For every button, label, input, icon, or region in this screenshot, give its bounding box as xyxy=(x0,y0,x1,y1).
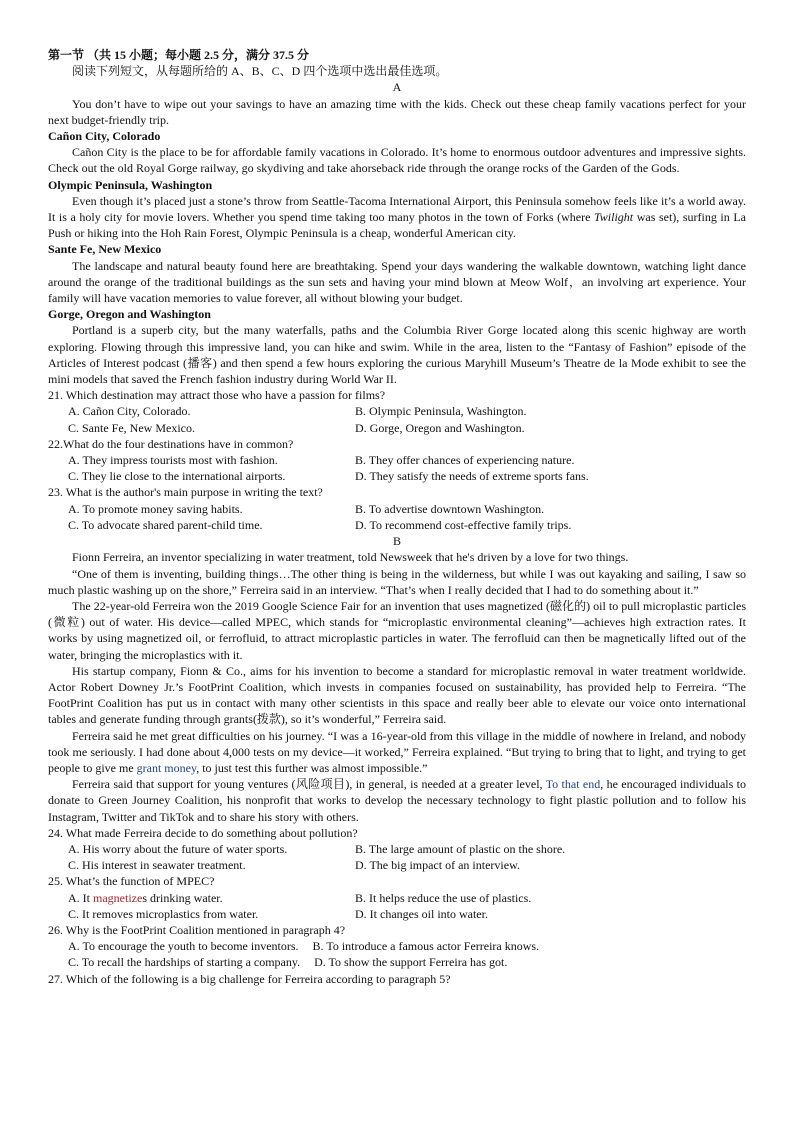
question-stem: 26. Why is the FootPrint Coalition mentioned in paragraph 4? xyxy=(48,922,346,937)
destination-text: The landscape and natural beauty found here are breathtaking. Spend your days wandering the walkable downtown, watching light dance around the orange of the traditional buildings as the sun sets and having your mind blown at Meow Wolf，an involving art experience. Your family will have vacation memories to value forever, all without blowing your budget. xyxy=(48,258,746,306)
option: A. They impress tourists most with fashion. xyxy=(68,453,278,468)
destination-heading: Cañon City, Colorado xyxy=(48,129,161,144)
destination-text xyxy=(48,193,746,242)
option: C. To advocate shared parent-child time. xyxy=(68,517,263,532)
passage-a-label: A xyxy=(392,80,402,95)
question-options xyxy=(48,501,746,533)
text-run: Even though it’s placed just a stone’s throw from Seattle-Tacoma International Airport, this Peninsula somehow feels like it’s a world away. It is a holy city for movie lovers. Whether you spend time taking too many photos in the town of Forks (where xyxy=(48,193,746,225)
text-run: s drinking water. xyxy=(142,890,223,905)
destination-text: Portland is a superb city, but the many waterfalls, paths and the Columbia River Gorge located along this scenic highway are worth exploring. Flowing through this impressive land, you can hike and swim. While in the area, listen to the “Fantasy of Fashion” episode of the Articles of Interest podcast (播客) and then spend a few hours exploring the curious Maryhill Museum’s Theatre de la Mode exhibit to see the mini models that saved the French fashion industry during World War II. xyxy=(48,323,746,387)
option: C. They lie close to the international airports. xyxy=(68,469,286,484)
question-options xyxy=(48,890,746,922)
option: B. It helps reduce the use of plastics. xyxy=(355,890,532,905)
exam-page xyxy=(48,47,746,987)
option: C. It removes microplastics from water. xyxy=(68,906,259,921)
text-run: , he encouraged individuals to donate to Green Journey Coalition, his nonprofit that works to develop the necessary technology to fight plastic pollution and to follow his Instagram, Twitter and TikTok and to share his story with others. xyxy=(48,777,747,824)
question-stem: 23. What is the author's main purpose in writing the text? xyxy=(48,485,323,500)
question-stem: 25. What’s the function of MPEC? xyxy=(48,874,215,889)
passage-b-paragraph: The 22-year-old Ferreira won the 2019 Google Science Fair for an invention that uses magnetized (磁化的) oil to pull microplastic particles (微粒) out of water. His device—called MPEC, which stands for “microplastic environmental cleaning”—achieves high extraction rates. It works by using magnetized oil, or ferrofluid, to attract microplastic particles in water. The ferrofluid can then be magnetically lifted out of the water, bringing the microplastics with it. xyxy=(48,598,746,662)
option: D. The big impact of an interview. xyxy=(355,858,520,873)
question-stem: 27. Which of the following is a big challenge for Ferreira according to paragraph 5? xyxy=(48,971,451,986)
option: A. To encourage the youth to become inventors. xyxy=(68,939,299,954)
option xyxy=(68,890,355,906)
option: D. They satisfy the needs of extreme sports fans. xyxy=(355,469,589,484)
destination-heading: Sante Fe, New Mexico xyxy=(48,242,162,257)
text-run: was set), surfing in La Push or hiking into the Hoh Rain Forest, Olympic Peninsula is a cheap, wonderful American city. xyxy=(48,210,746,241)
passage-a-intro: You don’t have to wipe out your savings to have an amazing time with the kids. Check out these cheap family vacations perfect for your next budget-friendly trip. xyxy=(48,96,746,127)
text-run: Ferreira said that support for young ventures (风险项目), in general, is needed at a greater level, xyxy=(72,777,546,792)
passage-b-paragraph: “One of them is inventing, building things…The other thing is being in the wilderness, but while I was out kayaking and sailing, I saw so much plastic washing up on the shore,” Ferreira said in an interview. “That’s when I really decided that I had to do something about it.” xyxy=(48,566,746,597)
option: A. His worry about the future of water sports. xyxy=(68,841,288,856)
option: D. To recommend cost-effective family trips. xyxy=(355,517,572,532)
option: C. Sante Fe, New Mexico. xyxy=(68,420,195,435)
highlighted-text: grant money xyxy=(136,760,197,775)
question-stem: 24. What made Ferreira decide to do something about pollution? xyxy=(48,825,358,840)
option: C. To recall the hardships of starting a company. xyxy=(68,955,301,970)
option: C. His interest in seawater treatment. xyxy=(68,858,246,873)
option: A. Cañon City, Colorado. xyxy=(68,404,191,419)
option: B. To advertise downtown Washington. xyxy=(355,501,545,516)
option: D. To show the support Ferreira has got. xyxy=(314,955,508,970)
text-run: , to just test this further was almost impossible.” xyxy=(196,760,428,775)
destination-heading: Gorge, Oregon and Washington xyxy=(48,307,211,322)
option: D. Gorge, Oregon and Washington. xyxy=(355,420,525,435)
passage-b-label: B xyxy=(392,534,401,549)
question-options xyxy=(48,452,746,484)
section-instruction: 阅读下列短文，从每题所给的 A、B、C、D 四个选项中选出最佳选项。 xyxy=(72,64,448,79)
italic-title: Twilight xyxy=(594,210,634,225)
option: A. To promote money saving habits. xyxy=(68,501,243,516)
option: B. They offer chances of experiencing nature. xyxy=(355,453,575,468)
option: D. It changes oil into water. xyxy=(355,906,488,921)
destination-heading: Olympic Peninsula, Washington xyxy=(48,177,213,192)
passage-b-paragraph xyxy=(48,776,746,825)
passage-b-paragraph: Fionn Ferreira, an inventor specializing in water treatment, told Newsweek that he's driven by a love for two things. xyxy=(72,550,629,565)
question-options xyxy=(48,841,746,873)
section-heading: 第一节 （共 15 小题；每小题 2.5 分，满分 37.5 分 xyxy=(48,48,310,62)
destination-text: Cañon City is the place to be for affordable family vacations in Colorado. It’s home to enormous outdoor adventures and impressive sights. Check out the old Royal Gorge railway, go skydiving and take ahorseback ride through the orange rocks of the Garden of the Gods. xyxy=(48,145,746,176)
highlighted-text: To that end xyxy=(545,777,601,792)
question-stem: 21. Which destination may attract those who have a passion for films? xyxy=(48,388,386,403)
option: B. Olympic Peninsula, Washington. xyxy=(355,404,527,419)
passage-b-paragraph: His startup company, Fionn & Co., aims for his invention to become a standard for microplastic removal in water treatment worldwide. Actor Robert Downey Jr.’s FootPrint Coalition, which invests in companies focused on sustainability, has provided help to Ferreira. “The FootPrint Coalition has put us in contact with many other scientists in this space and really beer able to elevate our voice onto international tables and generate funding through grants(拨款), so it’s wonderful,” Ferreira said. xyxy=(48,663,746,727)
option: B. The large amount of plastic on the shore. xyxy=(355,841,566,856)
option: B. To introduce a famous actor Ferreira knows. xyxy=(312,939,540,954)
text-run: A. It xyxy=(68,890,93,905)
question-options xyxy=(48,938,746,970)
question-stem: 22.What do the four destinations have in common? xyxy=(48,436,294,451)
highlighted-text: magnetize xyxy=(93,890,143,905)
text-run: Ferreira said he met great difficulties on his journey. “I was a 16-year-old from this village in the middle of nowhere in Ireland, and nobody took me seriously. I had done about 4,000 tests on my device—it worked,” Ferreira explained. “But trying to bring that to light, and trying to get people to give me xyxy=(48,728,746,775)
question-options xyxy=(48,403,746,435)
passage-b-paragraph xyxy=(48,728,746,777)
